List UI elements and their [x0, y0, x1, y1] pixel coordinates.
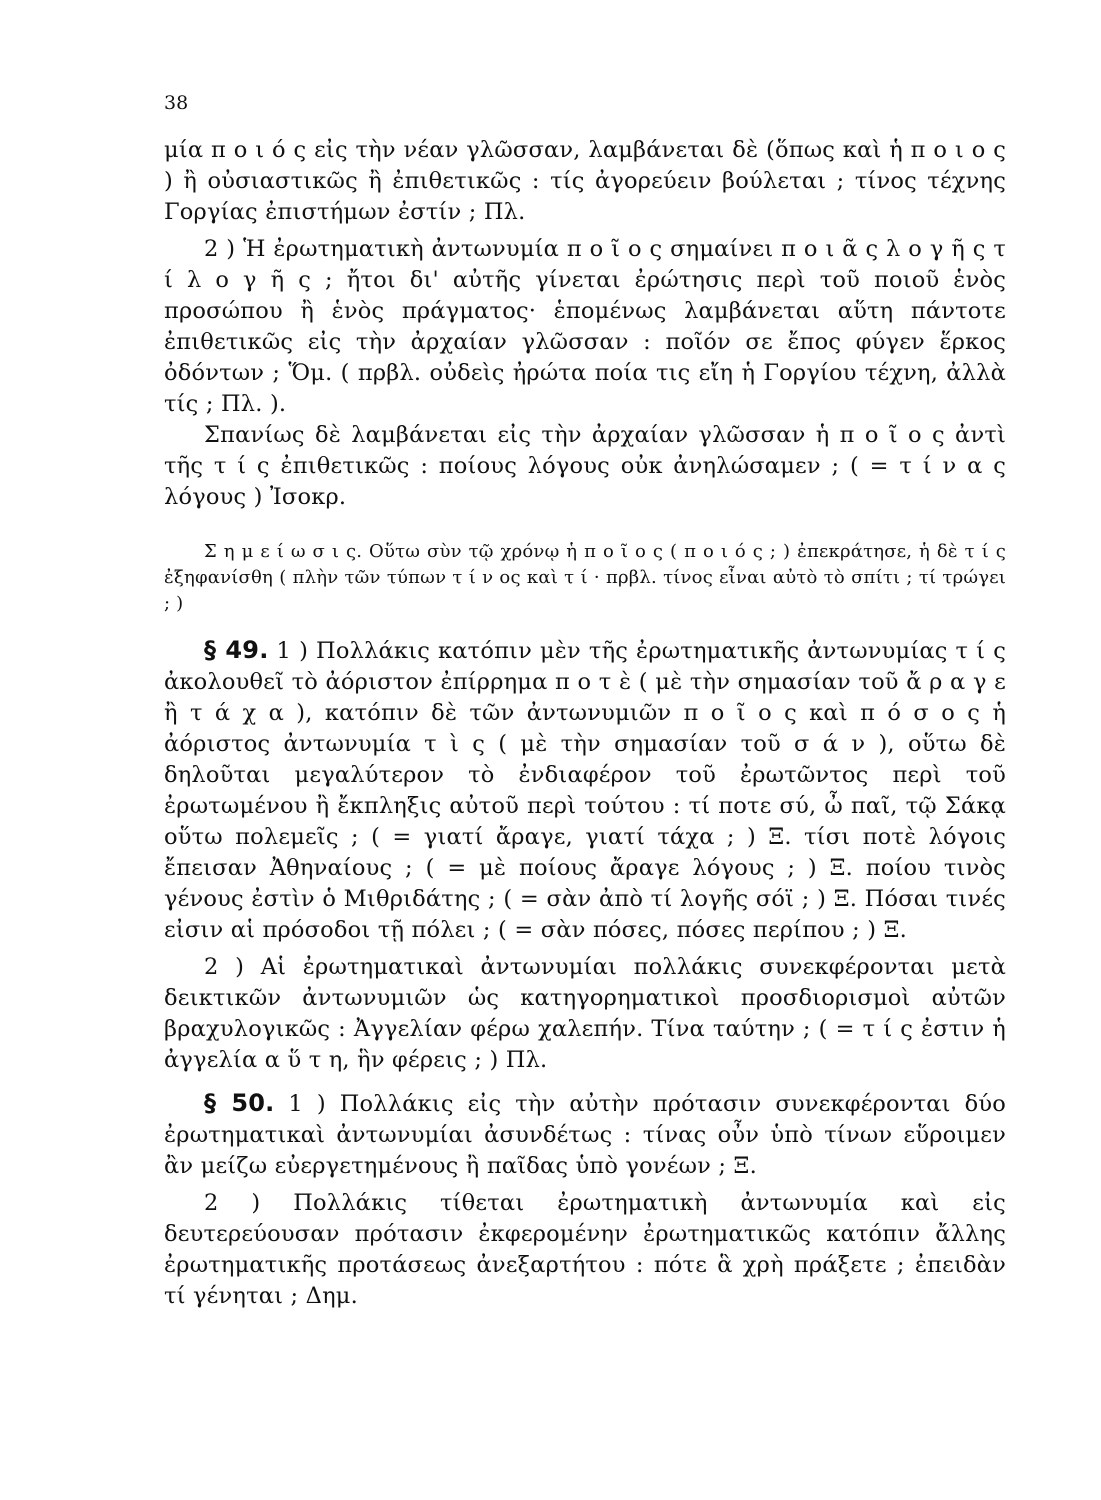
section-50-point-1 [164, 1088, 1006, 1182]
section-50 [164, 1088, 1006, 1312]
section-50-point-2: 2 ) Πολλάκις τίθεται ἐρωτηματικὴ ἀντωνυμία καὶ εἰς δευτερεύουσαν πρότασιν ἐκφερομένην ἐρωτηματικῶς κατόπιν ἄλλης ἐρωτηματικῆς προτάσεως ἀνεξαρτήτου : πότε ἃ χρὴ πράξετε ; ἐπειδὰν τί γένηται ; Δημ. [164, 1190, 1006, 1309]
section-49-point-1-text: 1 ) Πολλάκις κατόπιν μὲν τῆς ἐρωτηματικῆς ἀντωνυμίας τ ί ς ἀκολουθεῖ τὸ ἀόριστον ἐπίρρημα π ο τ ὲ ( μὲ τὴν σημασίαν τοῦ ἄ ρ α γ ε ἢ τ ά χ α ), κατόπιν δὲ τῶν ἀντωνυμιῶν π ο ῖ ο ς καὶ π ό σ ο ς ἡ ἀόριστος ἀντωνυμία τ ὶ ς ( μὲ τὴν σημασίαν τοῦ σ ά ν ), οὕτω δὲ δηλοῦται μεγαλύτερον τὸ ἐνδιαφέρον τοῦ ἐρωτῶντος περὶ τοῦ ἐρωτωμένου ἢ ἔκπληξις αὐτοῦ περὶ τούτου : τί ποτε σύ, ὦ παῖ, τῷ Σάκᾳ οὕτω πολεμεῖς ; ( = γιατί ἄραγε, γιατί τάχα ; ) Ξ. τίσι ποτὲ λόγοις ἔπεισαν Ἀθηναίους ; ( = μὲ ποίους ἄραγε λόγους ; ) Ξ. ποίου τινὸς γένους ἐστὶν ὁ Μιθριδάτης ; ( = σὰν ἀπὸ τί λογῆς σόϊ ; ) Ξ. Πόσαι τινές εἰσιν αἱ πρόσοδοι τῇ πόλει ; ( = σὰν πόσες, πόσες περίπου ; ) Ξ. [164, 638, 1007, 943]
note-paragraph: Σ η μ ε ί ω σ ι ς. Οὕτω σὺν τῷ χρόνῳ ἡ π ο ῖ ο ς ( π ο ι ό ς ; ) ἐπεκράτησε, ἡ δὲ τ ί ς ἐξηφανίσθη ( πλὴν τῶν τύπων τ ί ν ος καὶ τ ί · πρβλ. τίνος εἶναι αὐτὸ τὸ σπίτι ; τί τρώγει ; ) [164, 541, 1006, 614]
section-49-point-1 [164, 635, 1006, 946]
paragraph-rare-usage: Σπανίως δὲ λαμβάνεται εἰς τὴν ἀρχαίαν γλῶσσαν ἡ π ο ῖ ο ς ἀντὶ τῆς τ ί ς ἐπιθετικῶς : ποίους λόγους οὐκ ἀνηλώσαμεν ; ( = τ ί ν α ς λόγους ) Ἰσοκρ. [164, 422, 1006, 510]
page-text [164, 135, 1006, 1312]
section-49 [164, 635, 1006, 1076]
paragraph-point-2: 2 ) Ἡ ἐρωτηματικὴ ἀντωνυμία π ο ῖ ο ς σημαίνει π ο ι ᾶ ς λ ο γ ῆ ς τ ί λ ο γ ῆ ς ; ἤτοι δι' αὐτῆς γίνεται ἐρώτησις περὶ τοῦ ποιοῦ ἑνὸς προσώπου ἢ ἑνὸς πράγματος· ἑπομένως λαμβάνεται αὕτη πάντοτε ἐπιθετικῶς εἰς τὴν ἀρχαίαν γλῶσσαν : ποῖόν σε ἔπος φύγεν ἕρκος ὀδόντων ; Ὅμ. ( πρβλ. οὐδεὶς ἠρώτα ποία τις εἴη ἡ Γοργίου τέχνη, ἀλλὰ τίς ; Πλ. ). [164, 236, 1006, 417]
section-49-point-2: 2 ) Αἱ ἐρωτηματικαὶ ἀντωνυμίαι πολλάκις συνεκφέρονται μετὰ δεικτικῶν ἀντωνυμιῶν ὡς κατηγορηματικοὶ προσδιορισμοὶ αὐτῶν βραχυλογικῶς : Ἀγγελίαν φέρω χαλεπήν. Τίνα ταύτην ; ( = τ ί ς ἐστιν ἡ ἀγγελία α ὕ τ η, ἣν φέρεις ; ) Πλ. [164, 954, 1006, 1073]
section-50-mark: § 50. [204, 1089, 275, 1117]
section-50-point-1-text: 1 ) Πολλάκις εἰς τὴν αὐτὴν πρότασιν συνεκφέρονται δύο ἐρωτηματικαὶ ἀντωνυμίαι ἀσυνδέτως : τίνας οὖν ὑπὸ τίνων εὕροιμεν ἂν μείζω εὐεργετημένους ἢ παῖδας ὑπὸ γονέων ; Ξ. [164, 1091, 1006, 1179]
page-number: 38 [164, 92, 189, 114]
section-49-mark: § 49. [204, 636, 269, 664]
paragraph-intro: μία π ο ι ό ς εἰς τὴν νέαν γλῶσσαν, λαμβάνεται δὲ (ὅπως καὶ ἡ π ο ι ο ς ) ἢ οὐσιαστικῶς ἢ ἐπιθετικῶς : τίς ἀγορεύειν βούλεται ; τίνος τέχνης Γοργίας ἐπιστήμων ἐστίν ; Πλ. [164, 137, 1006, 225]
